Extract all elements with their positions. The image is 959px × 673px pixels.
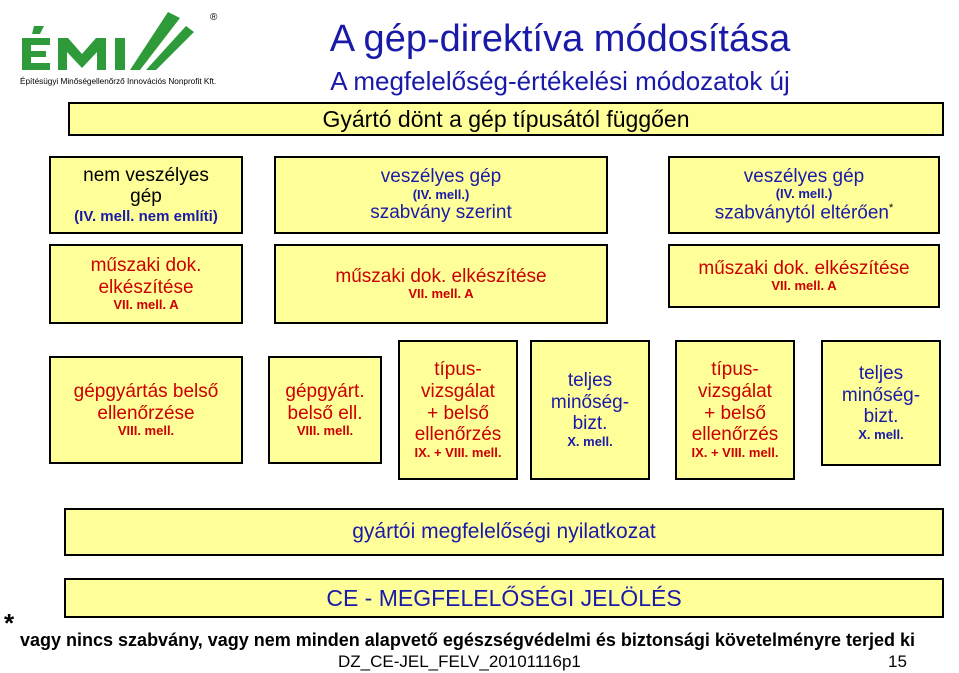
page-title: A gép-direktíva módosítása [329, 18, 791, 60]
tech-doc-line1: műszaki dok. [90, 254, 202, 276]
module-line3: + belső [704, 402, 766, 424]
manufacturer-decision-bar [68, 102, 944, 136]
tech-doc-box-2 [274, 244, 608, 324]
tech-doc-ref: VII. mell. A [113, 297, 179, 313]
module-line2: ellenőrzése [97, 402, 195, 424]
module-ref: X. mell. [567, 434, 613, 450]
module-line3: bizt. [863, 406, 899, 428]
ce-marking-box [64, 578, 944, 618]
module-full-quality-assurance-2 [821, 340, 941, 466]
module-line1: teljes [858, 362, 904, 384]
category-dangerous-deviating [668, 156, 940, 234]
module-line1: teljes [567, 369, 613, 391]
module-ref: X. mell. [858, 427, 904, 443]
module-line2: minőség- [841, 384, 921, 406]
tech-doc-line1: műszaki dok. elkészítése [335, 265, 547, 287]
category-line1: veszélyes gép [380, 165, 502, 187]
tech-doc-ref: VII. mell. A [408, 286, 474, 302]
declaration-text: gyártói megfelelőségi nyilatkozat [352, 519, 656, 543]
category-line2: (IV. mell.) [412, 186, 470, 202]
logo-graphic [18, 8, 223, 88]
page-number: 15 [888, 652, 907, 671]
module-line1: gépgyárt. [285, 380, 365, 402]
module-line3: bizt. [572, 413, 608, 435]
module-line4: ellenőrzés [414, 424, 502, 446]
module-line2: belső ell. [287, 402, 363, 424]
module-ref: VIII. mell. [296, 423, 354, 439]
module-ref: IX. + VIII. mell. [691, 445, 779, 461]
tech-doc-line1: műszaki dok. elkészítése [698, 257, 910, 279]
footnote-asterisk: * [4, 608, 15, 638]
footnote-text: vagy nincs szabvány, vagy nem minden alapvető egészségvédelmi és biztonsági követelményre terjed ki [20, 630, 916, 650]
document-code: DZ_CE-JEL_FELV_20101116p1 [338, 652, 581, 671]
ce-marking-text: - MEGFELELŐSÉGI JELÖLÉS [358, 584, 682, 611]
category-dangerous-standard [274, 156, 608, 234]
category-line2: (IV. mell.) [775, 186, 833, 202]
module-line2: vizsgálat [698, 380, 772, 402]
module-type-examination-2 [675, 340, 795, 480]
module-line2: minőség- [550, 391, 630, 413]
ce-prefix: CE [326, 584, 359, 611]
module-line1: gépgyártás belső [73, 380, 219, 402]
category-line3: (IV. mell. nem említi) [74, 208, 218, 226]
module-internal-check [268, 356, 382, 464]
module-ref: VIII. mell. [117, 423, 175, 439]
module-ref: IX. + VIII. mell. [414, 445, 502, 461]
tech-doc-box-1 [49, 244, 243, 324]
tech-doc-line2: elkészítése [98, 276, 194, 298]
logo-tagline: Építésügyi Minőségellenőrző Innovációs Nonprofit Kft. [20, 77, 217, 86]
page-subtitle: A megfelelőség-értékelési módozatok új [330, 66, 790, 96]
category-line1: veszélyes gép [743, 165, 865, 187]
tech-doc-box-3 [668, 244, 940, 308]
module-line4: ellenőrzés [691, 424, 779, 446]
category-non-dangerous [49, 156, 243, 234]
category-line2: gép [130, 186, 162, 208]
module-type-examination-1 [398, 340, 518, 480]
declaration-of-conformity [64, 508, 944, 556]
category-line1: nem veszélyes [83, 164, 209, 186]
emi-logo [18, 8, 223, 88]
module-line2: vizsgálat [421, 380, 495, 402]
footnote-marker: * [889, 202, 894, 215]
module-line1: típus- [711, 358, 759, 380]
tech-doc-ref: VII. mell. A [771, 278, 837, 294]
manufacturer-decision-text: Gyártó dönt a gép típusától függően [322, 105, 690, 132]
category-line3: szabvány szerint [370, 202, 512, 224]
category-line3: szabványtól eltérően [714, 202, 889, 224]
module-internal-production-control [49, 356, 243, 464]
module-line1: típus- [434, 358, 482, 380]
registered-mark: ® [210, 12, 218, 23]
module-line3: + belső [427, 402, 489, 424]
module-full-quality-assurance-1 [530, 340, 650, 480]
